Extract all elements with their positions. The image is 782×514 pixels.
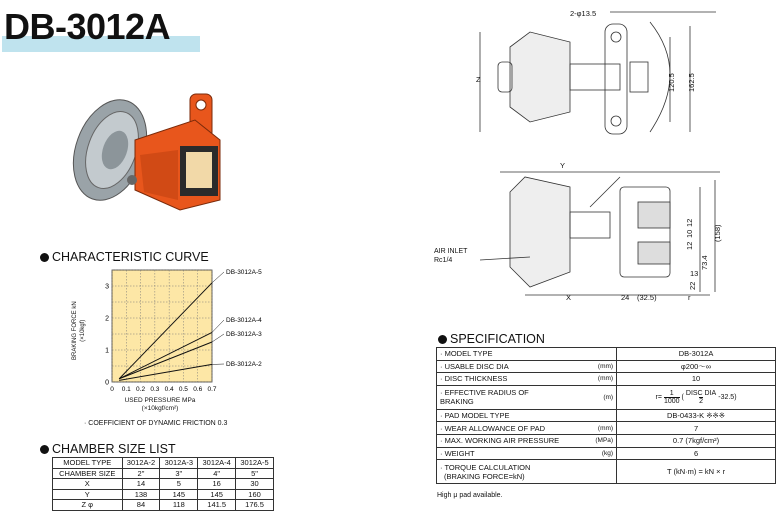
y-axis-label <box>55 285 125 365</box>
table-cell: 30 <box>236 479 274 490</box>
curve-heading-text: CHARACTERISTIC CURVE <box>52 250 209 264</box>
table-row <box>437 373 776 386</box>
formula-numerator: 1 <box>669 389 674 397</box>
bullet-icon <box>40 445 49 454</box>
spec-value: φ200～∞ <box>617 360 776 373</box>
series-label-leader <box>212 334 224 342</box>
table-cell: 16 <box>198 479 236 490</box>
table-header-cell: 3012A-3 <box>160 458 198 469</box>
chamber-heading <box>40 442 176 456</box>
dim-73-4: 73.4 <box>700 255 709 270</box>
y-tick-label: 3 <box>105 283 109 291</box>
spec-label: · DISC THICKNESS <box>437 373 564 386</box>
spec-label <box>437 460 617 484</box>
table-cell: 176.5 <box>236 500 274 511</box>
dim-13: 13 <box>690 269 699 278</box>
dim-120-5: 120.5 <box>667 73 676 92</box>
spec-value: 10 <box>617 373 776 386</box>
spec-unit: (kg) <box>564 447 617 460</box>
x-tick-label: 0.4 <box>164 386 174 393</box>
spec-unit: (mm) <box>564 373 617 386</box>
spec-value: 7 <box>617 422 776 435</box>
table-row <box>53 479 274 490</box>
chamber-heading-text: CHAMBER SIZE LIST <box>52 442 176 456</box>
spec-value: 6 <box>617 447 776 460</box>
table-cell: 2" <box>122 468 160 479</box>
table-row <box>53 500 274 511</box>
spec-value: DB-3012A <box>617 348 776 361</box>
x-axis-label <box>100 397 220 413</box>
table-cell: Z φ <box>53 500 123 511</box>
series-label: DB-3012A-5 <box>226 269 262 276</box>
footnote: High μ pad available. <box>437 492 503 499</box>
x-tick-label: 0.6 <box>193 386 203 393</box>
formula-numerator: DISC DIA <box>685 389 717 397</box>
formula-fraction-2 <box>686 390 716 405</box>
bullet-icon <box>438 335 447 344</box>
formula-denominator: 1000 <box>663 397 680 405</box>
spec-label: · PAD MODEL TYPE <box>437 409 617 422</box>
table-cell: CHAMBER SIZE <box>53 468 123 479</box>
dim-162-5: 162.5 <box>687 73 696 92</box>
y-tick-label: 1 <box>105 347 109 355</box>
table-row <box>437 409 776 422</box>
formula-denominator: 2 <box>699 397 704 405</box>
table-cell: 4" <box>198 468 236 479</box>
product-photo <box>60 80 240 230</box>
dim-y: Y <box>560 161 566 170</box>
table-row <box>437 385 776 409</box>
table-row <box>53 468 274 479</box>
torque-line-1: · TORQUE CALCULATION <box>440 462 531 472</box>
chamber-size-table <box>52 457 274 511</box>
spec-heading <box>438 332 545 346</box>
spec-unit: (m) <box>564 385 617 409</box>
table-row <box>437 360 776 373</box>
dim-158: (158) <box>713 224 722 242</box>
table-row <box>437 422 776 435</box>
table-cell: 5 <box>160 479 198 490</box>
air-inlet-thread: Rc1/4 <box>434 257 453 264</box>
y-tick-label: 2 <box>105 315 109 323</box>
y-tick-label: 0 <box>105 379 109 387</box>
table-row <box>437 447 776 460</box>
series-label-leader <box>212 320 224 332</box>
specification-table <box>436 347 776 484</box>
spec-value-formula: r= $\frac{1}{1000}$ ( DISC DIA 2 -32.5) <box>617 385 776 409</box>
table-cell: 84 <box>122 500 160 511</box>
table-cell: Y <box>53 489 123 500</box>
air-inlet-text: AIR INLET <box>434 248 468 255</box>
spec-label: · WEAR ALLOWANCE OF PAD <box>437 422 564 435</box>
x-tick-label: 0.3 <box>150 386 160 393</box>
series-labels <box>212 269 262 368</box>
table-row <box>437 434 776 447</box>
dim-z: Z <box>476 75 481 84</box>
table-cell: 3" <box>160 468 198 479</box>
table-row <box>437 460 776 484</box>
table-cell: 145 <box>160 489 198 500</box>
dim-hole: 2-φ13.5 <box>570 9 597 18</box>
series-label: DB-3012A-3 <box>226 331 262 338</box>
spec-unit: (mm) <box>564 422 617 435</box>
page-title: DB-3012A <box>4 6 171 47</box>
series-label: DB-3012A-4 <box>226 317 262 324</box>
table-header-cell: 3012A-5 <box>236 458 274 469</box>
torque-line-2: (BRAKING FORCE=kN) <box>444 471 525 481</box>
table-header-cell: 3012A-4 <box>198 458 236 469</box>
x-axis-title: USED PRESSURE MPa <box>124 397 196 404</box>
table-cell: 118 <box>160 500 198 511</box>
dim-r: r <box>688 293 691 302</box>
table-cell: 5" <box>236 468 274 479</box>
dim-x: X <box>566 293 572 302</box>
dim-12b: 12 <box>685 241 694 250</box>
friction-note: · COEFFICIENT OF DYNAMIC FRICTION 0.3 <box>84 420 228 427</box>
x-tick-labels <box>110 386 217 393</box>
dim-12a: 12 <box>685 218 694 227</box>
table-cell: 145 <box>198 489 236 500</box>
table-header-cell: MODEL TYPE <box>53 458 123 469</box>
technical-drawing <box>470 2 770 302</box>
formula-fraction-1 <box>664 390 680 405</box>
table-cell: 141.5 <box>198 500 236 511</box>
dim-10: 10 <box>685 229 694 238</box>
table-header-row <box>53 458 274 469</box>
x-tick-label: 0.5 <box>178 386 188 393</box>
table-row <box>53 489 274 500</box>
table-header-cell: 3012A-2 <box>122 458 160 469</box>
spec-value: DB-0433-K ※※※ <box>617 409 776 422</box>
dim-32-5: (32.5) <box>637 293 657 302</box>
x-tick-label: 0 <box>110 386 114 393</box>
spec-label: · MAX. WORKING AIR PRESSURE <box>437 434 564 447</box>
air-inlet-label <box>434 247 467 265</box>
series-label: DB-3012A-2 <box>226 361 262 368</box>
x-tick-label: 0.1 <box>121 386 131 393</box>
spec-label: · MODEL TYPE <box>437 348 617 361</box>
x-axis-unit: (×10kgf/cm²) <box>141 405 179 412</box>
table-cell: 138 <box>122 489 160 500</box>
spec-unit: (MPa) <box>564 434 617 447</box>
bullet-icon <box>40 253 49 262</box>
dim-22: 22 <box>688 281 697 290</box>
table-cell: 160 <box>236 489 274 500</box>
spec-value: 0.7 (7kgf/cm²) <box>617 434 776 447</box>
plot-area <box>112 270 212 382</box>
spec-label: · USABLE DISC DIA <box>437 360 564 373</box>
table-cell: X <box>53 479 123 490</box>
spec-unit: (mm) <box>564 360 617 373</box>
y-axis-unit: (×10kgf) <box>80 319 86 342</box>
spec-heading-text: SPECIFICATION <box>450 332 545 346</box>
series-label-leader <box>212 272 224 283</box>
x-tick-label: 0.7 <box>207 386 217 393</box>
table-cell: 14 <box>122 479 160 490</box>
table-row <box>437 348 776 361</box>
spec-label: · EFFECTIVE RADIUS OF BRAKING <box>437 385 564 409</box>
formula-r: r= <box>655 393 662 401</box>
spec-value: T (kN·m) = kN × r <box>617 460 776 484</box>
y-axis-title: BRAKING FORCE kN <box>72 301 78 360</box>
formula-tail: -32.5) <box>718 393 737 401</box>
dim-24: 24 <box>621 293 630 302</box>
x-tick-label: 0.2 <box>136 386 146 393</box>
spec-label: · WEIGHT <box>437 447 564 460</box>
